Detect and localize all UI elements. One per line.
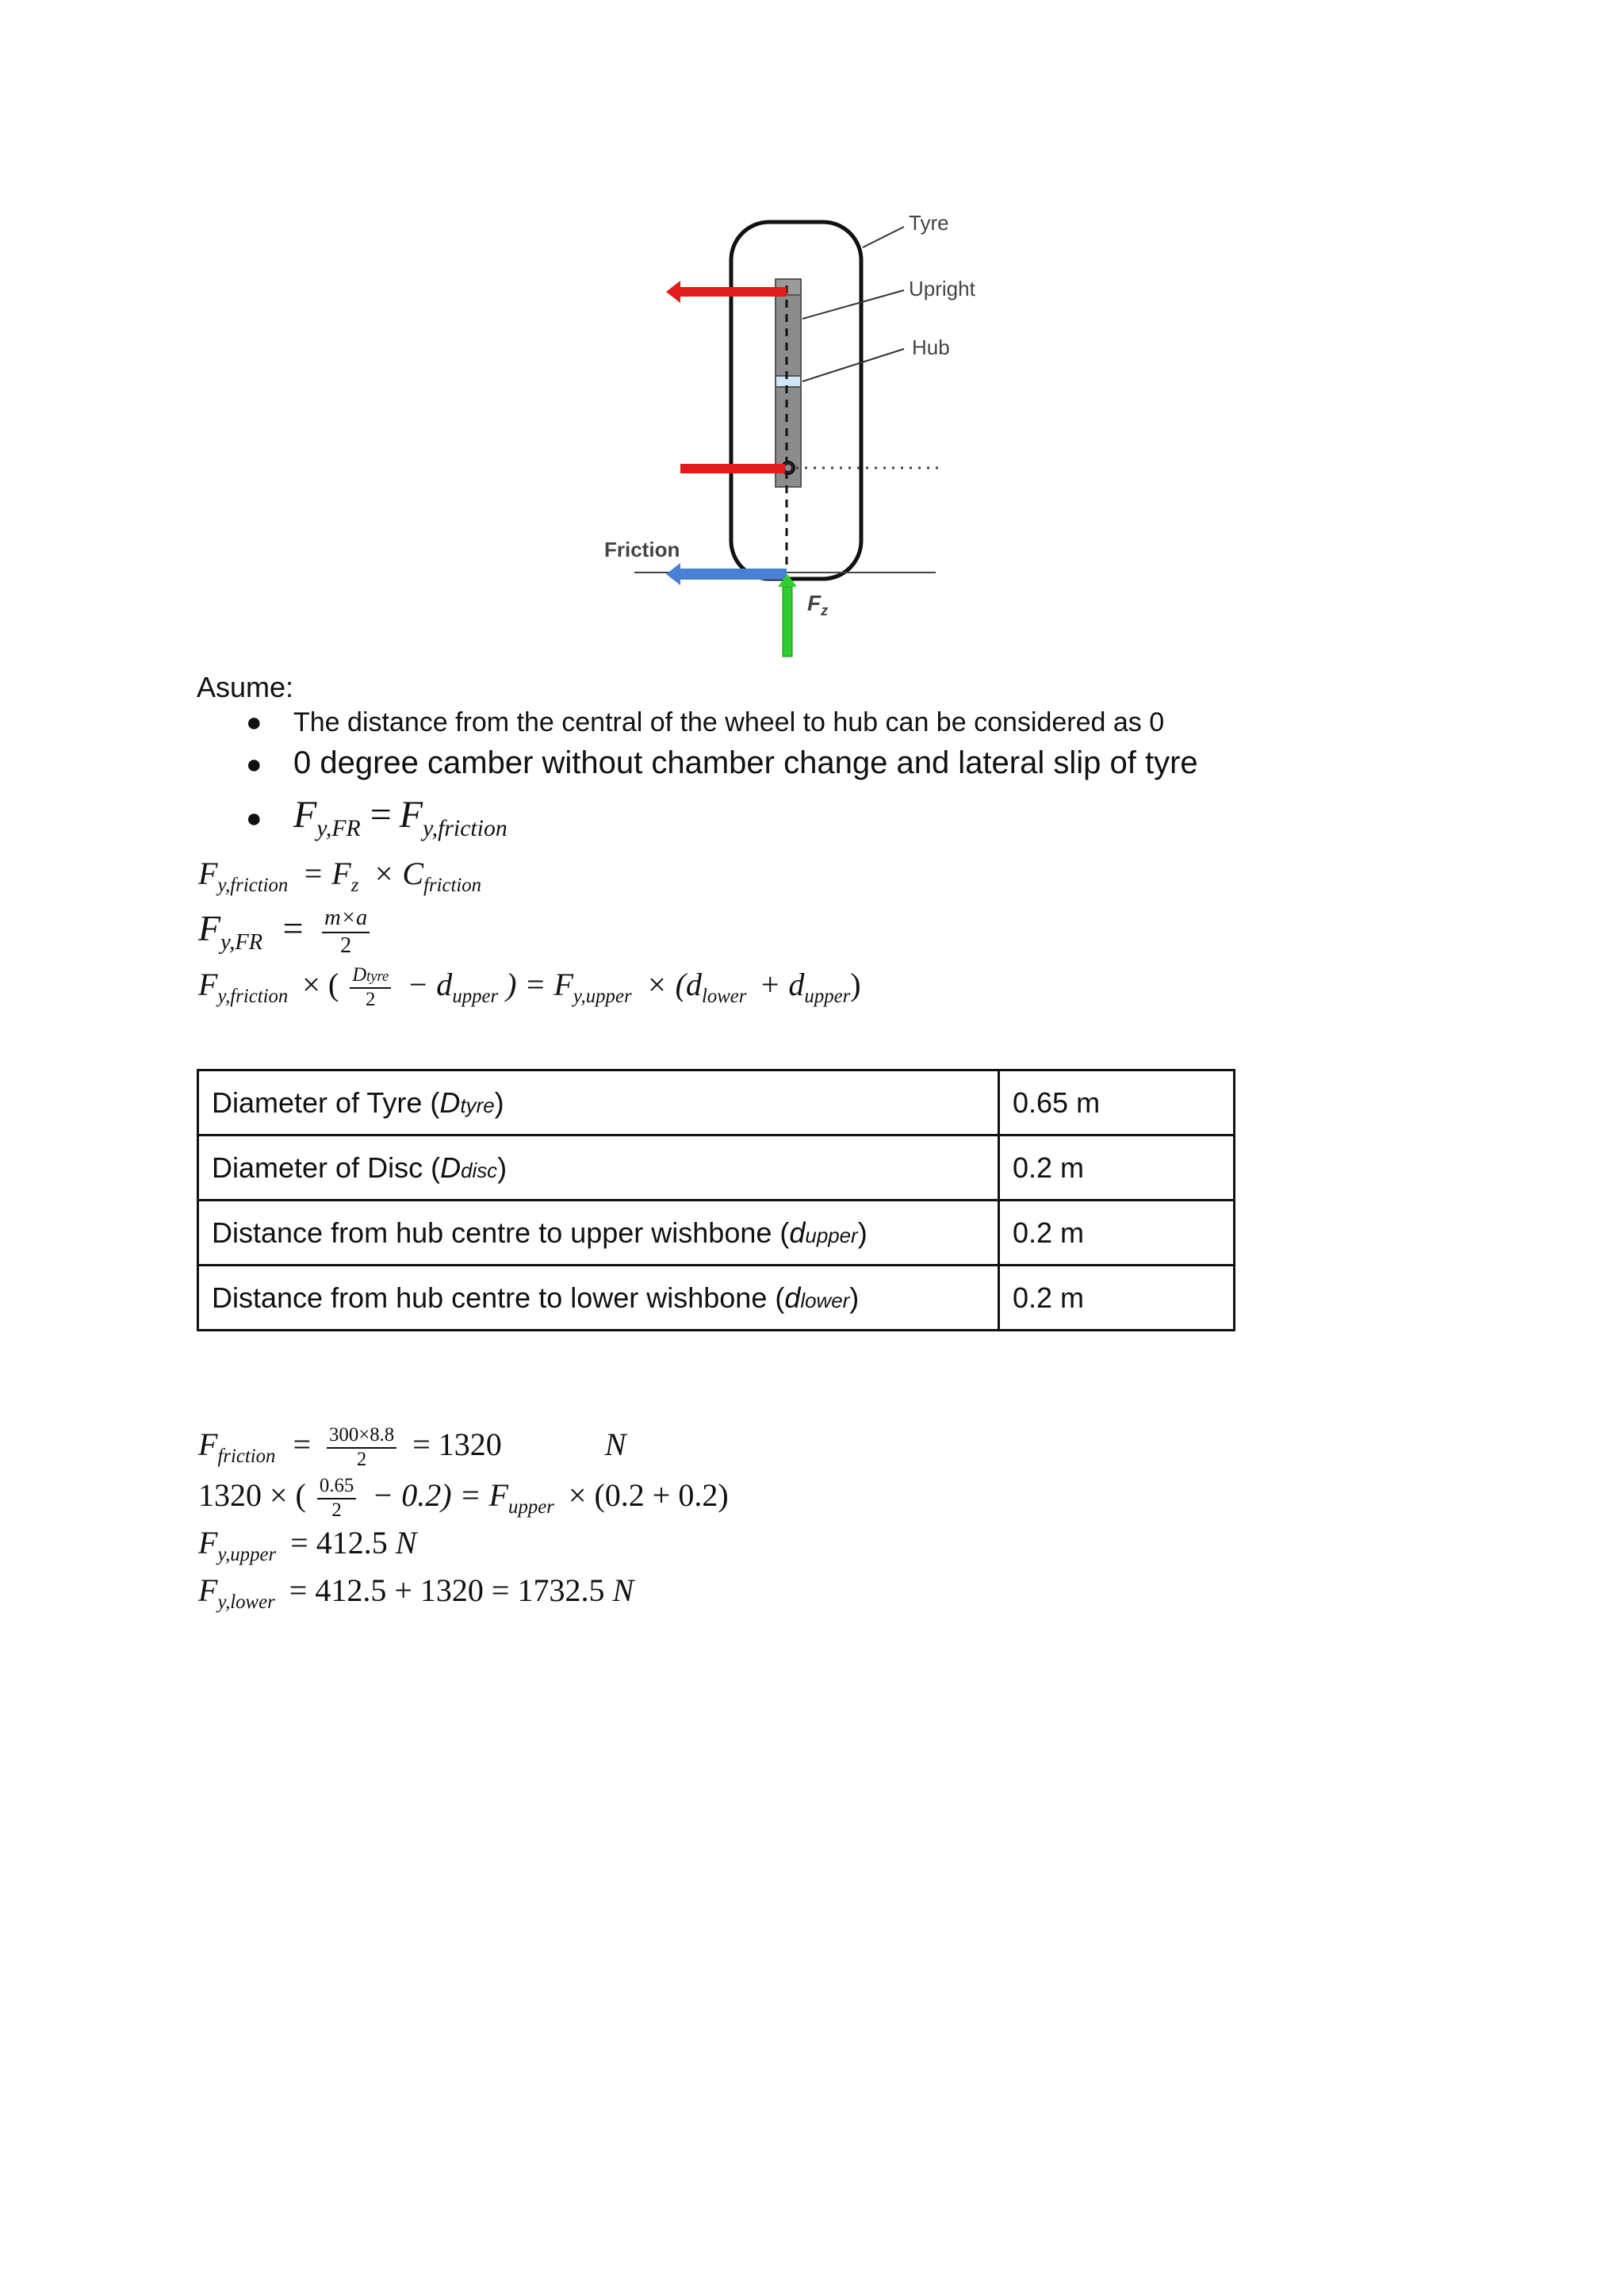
hub-label: Hub (912, 335, 950, 359)
calc-lower-force: $F_{y,lower} = 412.5 + 1320 = 1732.5$ N (198, 1572, 634, 1614)
friction-arrow (666, 563, 787, 585)
table-row (198, 1266, 1235, 1331)
assumption-bullet-equation: ● F y,FR = F y,friction (246, 794, 508, 842)
fraction: $\frac{m\times a}{2}$ (322, 907, 370, 957)
assumption-bullet (246, 707, 1164, 738)
bullet-icon: ● (246, 749, 262, 779)
tyre-leader (863, 227, 904, 247)
fraction: $\frac{0.65}{2}$ (317, 1476, 356, 1521)
assume-heading: Asume: (197, 671, 294, 703)
assumption-text: 0 degree camber without chamber change and lateral slip of tyre (293, 745, 1198, 780)
upright-leader (802, 290, 904, 319)
parameter-value: 0.2 m (999, 1266, 1235, 1331)
parameter-table (197, 1069, 1235, 1331)
bullet-icon: ● (246, 707, 262, 737)
fraction: $\frac{\text{Dtyre}}{2}$ (350, 966, 391, 1010)
fraction: $\frac{300\times 8.8}{2}$ (327, 1426, 396, 1470)
parameter-name: Diameter of Tyre (Dtyre) (198, 1070, 999, 1136)
equation-moment-balance: $F_{y,friction}$ × ( $\frac{\text{Dtyre}}{2}$ − $d_{upper}$ ) = $F_{y,upper} \times (d_{lower} + d_{upper})$ (198, 964, 861, 1010)
parameter-name: Distance from hub centre to lower wishbone (dlower) (198, 1266, 999, 1331)
assumption-text: The distance from the central of the wheel to hub can be considered as 0 (293, 707, 1165, 737)
bullet-icon: ● (246, 803, 262, 833)
equation-friction-force: $F_{y,friction} = F_z \times C_{friction}$ (198, 856, 482, 897)
parameter-name: Distance from hub centre to upper wishbone (dupper) (198, 1201, 999, 1266)
wheel-force-diagram (555, 190, 999, 666)
table-row (198, 1201, 1235, 1266)
assumption-bullet (246, 745, 1198, 781)
hub-leader (802, 349, 904, 381)
friction-label: Friction (604, 538, 680, 561)
upper-force-arrow (666, 281, 787, 303)
upright-label: Upright (909, 277, 975, 301)
table-row (198, 1070, 1235, 1136)
hub-block (776, 376, 801, 387)
calc-friction: $F_{friction}$ = $\frac{300\times 8.8}{2}$ = 1320 N (198, 1424, 626, 1470)
parameter-value: 0.2 m (999, 1136, 1235, 1201)
calc-moment: 1320 × ( $\frac{0.65}{2}$ − $0.2) = F_{upper} \times (0.2 + 0.2)$ (198, 1475, 729, 1521)
parameter-value: 0.65 m (999, 1070, 1235, 1136)
tyre-label: Tyre (909, 211, 949, 235)
lower-force-bar (680, 464, 785, 473)
fz-label: $F_z$ (807, 591, 829, 618)
parameter-name: Diameter of Disc (Ddisc) (198, 1136, 999, 1201)
calc-upper-force: $F_{y,upper} = 412.5$ N (198, 1525, 417, 1566)
equation-lateral-force: $F_{y,FR}$ = $\frac{m\times a}{2}$ (198, 907, 373, 957)
table-row (198, 1136, 1235, 1201)
parameter-value: 0.2 m (999, 1201, 1235, 1266)
normal-force-arrow (778, 574, 797, 657)
